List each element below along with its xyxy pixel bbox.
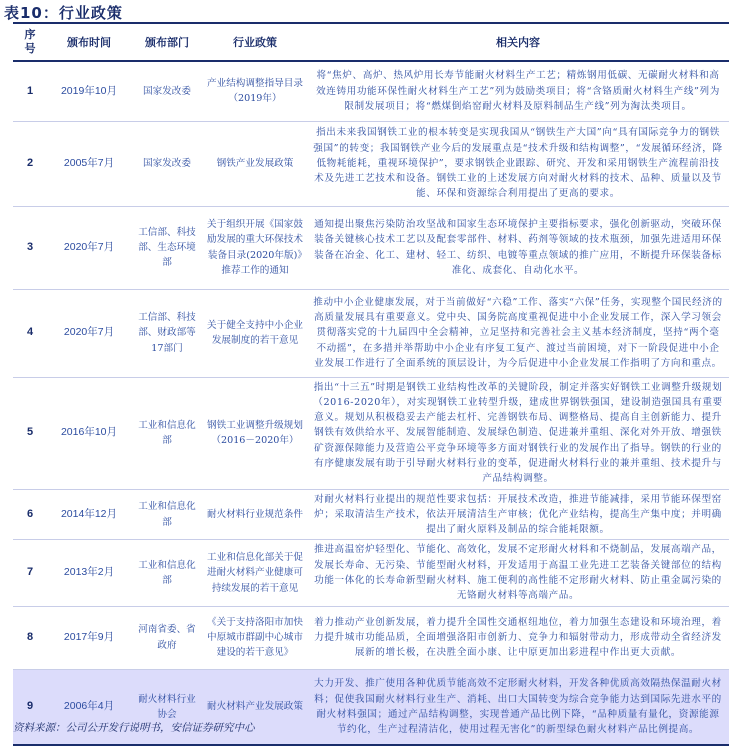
header-index: 序号: [13, 23, 47, 61]
table-row: [13, 289, 729, 377]
row-department: 工业和信息化部: [138, 419, 196, 447]
row-content: 对耐火材料行业提出的规范性要求包括：开展技术改造，推进节能减排，采用节能环保型窑炉；采取清洁生产技术，依法开展清洁生产审核；优化产业结构，提高生产集中度；并明确提出了耐火原料及制品的综合能耗限额。: [314, 493, 722, 536]
row-index: 3: [26, 240, 34, 253]
row-index: 1: [26, 84, 34, 97]
row-department: 工信部、科技部、生态环境部: [138, 226, 196, 269]
row-content: 通知提出聚焦污染防治攻坚战和国家生态环境保护主要指标要求，强化创新驱动，突破环保装备关键核心技术工艺以及配套零部件、材料、药剂等领域的技术瓶颈，加强先进适用环保装备在冶金、化工、建材、轻工、纺织、电镀等重点领域的推广应用，不断提升环保装备标准化、成套化、自动化水平。: [314, 218, 722, 276]
row-index: 2: [26, 156, 34, 169]
row-date: 2020年7月: [63, 240, 115, 253]
row-date: 2006年4月: [63, 700, 115, 713]
source-note: 资料来源：公司公开发行说明书，安信证券研究中心: [13, 722, 255, 734]
table-row: [13, 540, 729, 606]
row-content: 着力推动产业创新发展，着力提升全国性交通枢纽地位，着力加强生态建设和环境治理，着力提升城市功能品质，全面增强洛阳市创新力、竞争力和辐射带动力，形成带动全省经济发展新的增长极，在决胜全面小康、让中原更加出彩进程中作出更大贡献。: [314, 616, 722, 659]
header-date: 颁布时间: [47, 23, 131, 61]
table-header-row: [13, 23, 729, 61]
row-content: 推进高温窑炉轻型化、节能化、高效化，发展不定形耐火材料和不烧制品，发展高端产品，发展长寿命、无污染、节能型耐火材料，开发适用于高温工业先进工艺装备关键部位的结构功能一体化的长寿命新型耐火材料、施工便利的高性能不定形耐火材料、防止重金属污染的无铬耐火材料等高端产品。: [314, 544, 722, 602]
row-date: 2005年7月: [63, 156, 115, 169]
row-content: 大力开发、推广使用各种优质节能高效不定形耐火材料，开发各种优质高效隔热保温耐火材料；促使我国耐火材料行业生产、消耗、出口大国转变为综合竞争能力达到国际先进水平的耐火材料强国；通过产品结构调整，实现普通产品比例下降，“品种质量有量化，资源能源节约化，生产过程清洁化，使用过程无害化”的新型绿色耐火材料产品比例提高。: [314, 678, 722, 736]
row-date: 2020年7月: [63, 326, 115, 339]
row-department: 国家发改委: [143, 157, 191, 169]
row-date: 2016年10月: [60, 426, 118, 439]
row-policy: 钢铁产业发展政策: [216, 157, 294, 169]
table-title: 表10：行业政策: [4, 4, 123, 22]
row-policy: 《关于支持洛阳市加快中原城市群副中心城市建设的若干意见》: [207, 616, 303, 659]
table-row: [13, 489, 729, 540]
row-policy: 工业和信息化部关于促进耐火材料产业健康可持续发展的若干意见: [207, 552, 303, 594]
header-content: 相关内容: [307, 23, 729, 61]
row-content: 指出未来我国钢铁工业的根本转变是实现我国从“钢铁生产大国”向“具有国际竞争力的钢铁强国”的转变；我国钢铁产业今后的发展重点是“技术升级和结构调整”，“发展循环经济，降低物耗能耗，重视环境保护”，要求钢铁企业跟踪、研究、开发和采用钢铁生产流程前沿技术及先进工艺技术和设备。钢铁工业的上述发展方向对耐火材料的技术、品种、质量以及节能、环保和资源综合利用提出了更高的要求。: [313, 127, 723, 200]
row-department: 工业和信息化部: [138, 501, 196, 528]
row-index: 8: [26, 631, 34, 643]
row-date: 2017年9月: [63, 631, 115, 643]
row-index: 6: [26, 507, 34, 520]
row-policy: 关于健全支持中小企业发展制度的若干意见: [207, 319, 303, 346]
row-department: 国家发改委: [143, 85, 191, 97]
row-date: 2019年10月: [60, 84, 118, 97]
row-policy: 关于组织开展《国家鼓励发展的重大环保技术装备目录(2020年版)》推荐工作的通知: [207, 218, 303, 276]
header-policy: 行业政策: [203, 23, 307, 61]
row-department: 工业和信息化部: [138, 559, 196, 587]
table-row: [13, 377, 729, 489]
row-policy: 耐火材料产业发展政策: [207, 701, 303, 713]
row-index: 7: [26, 566, 34, 579]
table-row: [13, 61, 729, 121]
row-index: 4: [26, 326, 34, 339]
row-policy: 耐火材料行业规范条件: [207, 508, 303, 520]
row-department: 河南省委、省政府: [138, 624, 196, 651]
table-row: [13, 206, 729, 289]
row-department: 耐火材料行业协会: [138, 693, 196, 720]
row-date: 2014年12月: [60, 507, 118, 520]
row-date: 2013年2月: [63, 566, 115, 579]
table-row: [13, 606, 729, 669]
row-content: 指出“十三五”时期是钢铁工业结构性改革的关键阶段，制定并落实好钢铁工业调整升级规划（2016-2020年），对实现钢铁工业转型升级，建成世界钢铁强国，建设制造强国具有重要意义。规划从积极稳妥去产能去杠杆、完善钢铁布局、调整格局、提高自主创新能力、提升钢铁有效供给水平、发展智能制造、发展绿色制造、促进兼并重组、深化对外开放、增强铁矿资源保障能力及营造公平竞争环境等多方面对钢铁行业的发展作出了指导。钢铁的行业的有序健康发展有助于引导耐火材料行业的变革，促进耐火材料行业的兼并重组、技术提升与产品结构调整。: [313, 381, 723, 485]
row-content: 将“焦炉、高炉、热风炉用长寿节能耐火材料生产工艺；精炼钢用低碳、无碳耐火材料和高效连铸用功能环保性耐火材料生产工艺”列为鼓励类项目；将“含铬质耐火材料生产线”列为限制发展项目；将“燃煤倒焰窑耐火材料及原料制品生产线”列为淘汰类项目。: [316, 70, 720, 112]
policy-table: [13, 22, 729, 746]
row-content: 推动中小企业健康发展，对于当前做好“六稳”工作、落实“六保”任务，实现整个国民经济的高质量发展具有重要意义。党中央、国务院高度重视促进中小企业发展工作，深入学习领会贯彻落实党的十九届四中全会精神，立足坚持和完善社会主义基本经济制度，坚持“两个毫不动摇”，在多措并举帮助中小企业有序复工复产、渡过当前困境，对下一阶段促进中小企业发展工作进行了全面系统的顶层设计，为今后促进中小企业发展工作指明了方向和重点。: [313, 296, 723, 369]
row-policy: 产业结构调整指导目录（2019年）: [207, 77, 303, 105]
row-index: 5: [26, 426, 34, 439]
row-index: 9: [26, 700, 34, 713]
table-row: [13, 121, 729, 206]
row-department: 工信部、科技部、财政部等17部门: [138, 312, 196, 354]
row-policy: 钢铁工业调整升级规划（2016－2020年）: [207, 419, 303, 447]
header-department: 颁布部门: [131, 23, 203, 61]
